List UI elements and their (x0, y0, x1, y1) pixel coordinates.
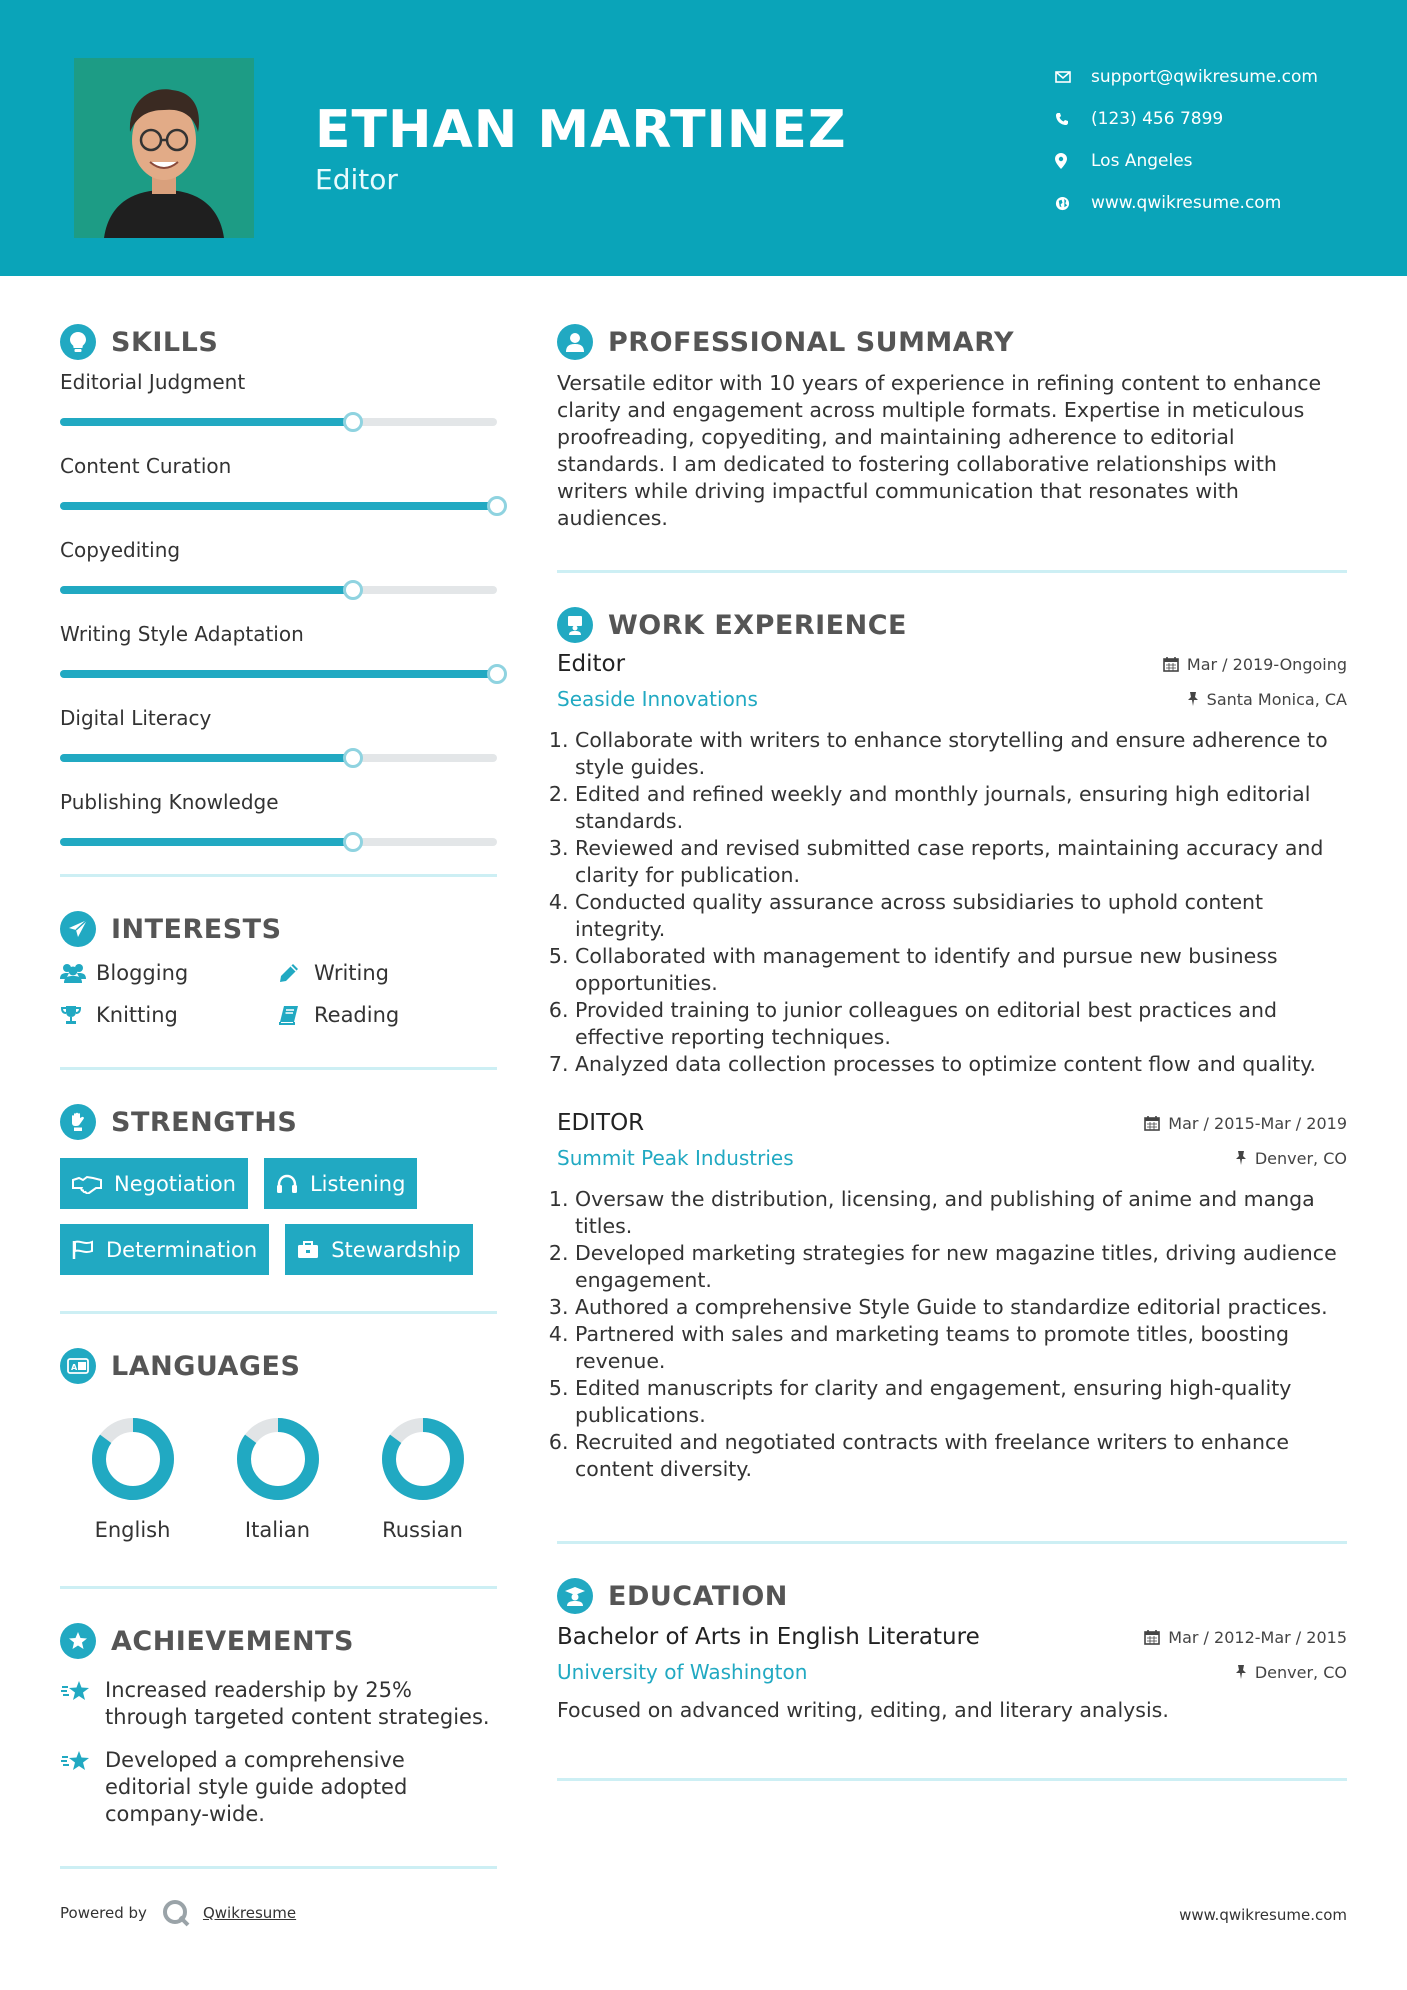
strength-label: Determination (106, 1237, 258, 1262)
skill-bar-fill (60, 586, 353, 594)
duty-item: 7. Analyzed data collection processes to optimize content flow and quality. (575, 1051, 1347, 1078)
pin-icon (1235, 1664, 1247, 1680)
job-dates (1163, 655, 1347, 674)
pencil-icon (278, 962, 314, 984)
svg-text:A: A (71, 1363, 78, 1372)
section-divider (557, 1778, 1347, 1781)
interest-item (278, 1003, 496, 1027)
skill-level-knob (487, 496, 507, 516)
education-entry (557, 1624, 1347, 1722)
contact-email[interactable] (1055, 56, 1318, 98)
interest-label: Writing (314, 961, 389, 985)
education-heading: EDUCATION (608, 1580, 788, 1612)
summary-section (557, 320, 1347, 573)
skill-bar (60, 754, 497, 762)
job-entry (557, 651, 1347, 1078)
skill-name: Editorial Judgment (60, 370, 246, 394)
skill-level-knob (343, 412, 363, 432)
education-description: Focused on advanced writing, editing, and literary analysis. (557, 1698, 1169, 1722)
strengths-tags (60, 1158, 497, 1275)
footer-website[interactable]: www.qwikresume.com (1179, 1906, 1347, 1924)
interest-item (278, 961, 496, 985)
contact-email-text: support@qwikresume.com (1091, 67, 1318, 87)
book-icon (278, 1004, 314, 1026)
calendar-icon (1163, 656, 1179, 672)
skill-bar-fill (60, 502, 497, 510)
section-divider (60, 874, 497, 877)
globe-icon (1055, 196, 1091, 211)
strength-label: Negotiation (114, 1171, 236, 1196)
skill-name: Publishing Knowledge (60, 790, 279, 814)
star-icon (60, 1677, 105, 1731)
star-icon (60, 1747, 105, 1828)
job-dates (1144, 1114, 1347, 1133)
duty-item: 2. Developed marketing strategies for new magazine titles, driving audience engagement. (575, 1240, 1347, 1294)
headphones-icon (276, 1174, 298, 1194)
job-duties (557, 727, 1347, 1078)
skill-bar (60, 838, 497, 846)
skill-level-knob (343, 748, 363, 768)
language-ring (380, 1416, 466, 1502)
experience-heading: WORK EXPERIENCE (608, 609, 907, 641)
skill-bar-fill (60, 838, 353, 846)
job-dates-text: Mar / 2015-Mar / 2019 (1168, 1113, 1347, 1133)
star-badge-icon (60, 1623, 96, 1659)
language-ring (90, 1416, 176, 1502)
education-dates (1144, 1628, 1347, 1647)
contact-list (1055, 56, 1318, 224)
experience-section (557, 603, 1347, 1544)
education-location-text: Denver, CO (1254, 1662, 1347, 1682)
duty-item: 4. Conducted quality assurance across subsidiaries to uphold content integrity. (575, 889, 1347, 943)
skill-bar-fill (60, 418, 353, 426)
flag-icon (72, 1240, 94, 1260)
skill-item (60, 622, 497, 678)
language-item (205, 1416, 350, 1542)
strength-tag (60, 1224, 269, 1275)
language-item (350, 1416, 495, 1542)
trophy-icon (60, 1004, 96, 1026)
interest-item (60, 1003, 278, 1027)
strength-tag (60, 1158, 248, 1209)
paper-plane-icon (60, 911, 96, 947)
summary-heading: PROFESSIONAL SUMMARY (608, 326, 1015, 358)
qwikresume-logo-icon (161, 1898, 191, 1928)
job-entry (557, 1110, 1347, 1483)
section-divider (60, 1311, 497, 1314)
job-title: Editor (557, 651, 626, 677)
pin-icon (1235, 1150, 1247, 1166)
skill-level-knob (343, 580, 363, 600)
hand-icon (60, 1104, 96, 1140)
skill-bar (60, 502, 497, 510)
profile-photo (74, 58, 254, 238)
contact-location-text: Los Angeles (1091, 151, 1193, 171)
duty-item: 5. Collaborated with management to identify and pursue new business opportunities. (575, 943, 1347, 997)
right-column (557, 320, 1347, 1781)
user-icon (557, 324, 593, 360)
qwikresume-link[interactable]: Qwikresume (202, 1904, 297, 1922)
achievement-text: Developed a comprehensive editorial style guide adopted company-wide. (105, 1748, 408, 1826)
duty-item: 1. Oversaw the distribution, licensing, and publishing of anime and manga titles. (575, 1186, 1347, 1240)
language-label: English (94, 1518, 171, 1542)
job-title: EDITOR (557, 1110, 645, 1136)
section-divider (557, 570, 1347, 573)
skill-item (60, 370, 497, 426)
interest-label: Knitting (96, 1003, 178, 1027)
phone-icon (1055, 112, 1091, 126)
languages-list (60, 1416, 497, 1542)
calendar-icon (1144, 1115, 1160, 1131)
education-section (557, 1574, 1347, 1781)
school-name: University of Washington (557, 1660, 808, 1684)
section-divider (60, 1067, 497, 1070)
job-duties (557, 1186, 1347, 1483)
achievement-text: Increased readership by 25% through targeted content strategies. (105, 1678, 490, 1729)
skills-section (60, 320, 497, 877)
skills-list (60, 370, 497, 846)
handshake-icon (72, 1174, 102, 1194)
left-column (60, 320, 497, 1869)
duty-item: 4. Partnered with sales and marketing teams to promote titles, boosting revenue. (575, 1321, 1347, 1375)
duty-item: 1. Collaborate with writers to enhance storytelling and ensure adherence to style guides. (575, 727, 1347, 781)
section-divider (60, 1586, 497, 1589)
strength-label: Stewardship (331, 1237, 461, 1262)
presenter-icon (557, 607, 593, 643)
duty-item: 3. Authored a comprehensive Style Guide to standardize editorial practices. (575, 1294, 1347, 1321)
resume-header (0, 0, 1407, 276)
location-icon (1055, 153, 1091, 169)
achievements-heading: ACHIEVEMENTS (111, 1625, 354, 1657)
summary-text: Versatile editor with 10 years of experience in refining content to enhance clarity and engagement across multiple formats. Expertise in meticulous proofreading, copyediting, and maintaining adherence to editorial standards. I am dedicated to fostering collaborative relationships with writers while driving impactful communication that resonates with audiences. (557, 371, 1322, 530)
duty-item: 6. Provided training to junior colleagues on editorial best practices and effective reporting techniques. (575, 997, 1347, 1051)
skill-item (60, 538, 497, 594)
strengths-heading: STRENGTHS (111, 1106, 298, 1138)
lightbulb-icon (60, 324, 96, 360)
powered-by-text: Powered by (60, 1904, 147, 1922)
contact-phone-text: (123) 456 7899 (1091, 109, 1224, 129)
graduate-icon (557, 1578, 593, 1614)
language-label: Russian (382, 1518, 463, 1542)
achievement-item (60, 1677, 497, 1731)
education-dates-text: Mar / 2012-Mar / 2015 (1168, 1627, 1347, 1647)
interests-section (60, 907, 497, 1070)
users-icon (60, 963, 96, 983)
section-divider (60, 1866, 497, 1869)
interest-label: Reading (314, 1003, 400, 1027)
language-ring (235, 1416, 321, 1502)
skill-bar-fill (60, 670, 497, 678)
job-company: Summit Peak Industries (557, 1146, 794, 1170)
achievements-section (60, 1619, 497, 1869)
skill-name: Copyediting (60, 538, 181, 562)
languages-heading: LANGUAGES (111, 1350, 301, 1382)
skill-name: Digital Literacy (60, 706, 212, 730)
candidate-role: Editor (315, 163, 398, 196)
contact-location (1055, 140, 1318, 182)
briefcase-icon (297, 1240, 319, 1260)
job-location (1235, 1149, 1347, 1168)
strength-label: Listening (309, 1171, 406, 1196)
skill-name: Content Curation (60, 454, 232, 478)
language-icon (60, 1348, 96, 1384)
duty-item: 2. Edited and refined weekly and monthly journals, ensuring high editorial standards. (575, 781, 1347, 835)
section-divider (557, 1541, 1347, 1544)
duty-item: 6. Recruited and negotiated contracts with freelance writers to enhance content diversity. (575, 1429, 1347, 1483)
job-company: Seaside Innovations (557, 687, 758, 711)
interests-list (60, 961, 497, 1027)
education-location (1235, 1663, 1347, 1682)
skill-bar (60, 418, 497, 426)
skill-bar (60, 670, 497, 678)
language-item (60, 1416, 205, 1542)
contact-phone[interactable] (1055, 98, 1318, 140)
contact-website-text: www.qwikresume.com (1091, 193, 1282, 213)
job-dates-text: Mar / 2019-Ongoing (1186, 654, 1347, 674)
skill-bar (60, 586, 497, 594)
skill-item (60, 706, 497, 762)
interest-label: Blogging (96, 961, 189, 985)
skills-heading: SKILLS (111, 326, 219, 358)
skill-level-knob (343, 832, 363, 852)
duty-item: 3. Reviewed and revised submitted case reports, maintaining accuracy and clarity for publication. (575, 835, 1347, 889)
languages-section (60, 1344, 497, 1589)
achievement-item (60, 1747, 497, 1828)
job-location-text: Santa Monica, CA (1206, 689, 1347, 709)
skill-item (60, 790, 497, 846)
interest-item (60, 961, 278, 985)
interests-heading: INTERESTS (111, 913, 282, 945)
strengths-section (60, 1100, 497, 1314)
duty-item: 5. Edited manuscripts for clarity and engagement, ensuring high-quality publications. (575, 1375, 1347, 1429)
pin-icon (1187, 691, 1199, 707)
skill-item (60, 454, 497, 510)
skill-name: Writing Style Adaptation (60, 622, 304, 646)
calendar-icon (1144, 1629, 1160, 1645)
job-location-text: Denver, CO (1254, 1148, 1347, 1168)
skill-level-knob (487, 664, 507, 684)
strength-tag (264, 1158, 417, 1209)
strength-tag (285, 1224, 473, 1275)
contact-website[interactable] (1055, 182, 1318, 224)
job-location (1187, 690, 1347, 709)
footer-powered-by (60, 1898, 296, 1928)
mail-icon (1055, 71, 1091, 83)
degree-title: Bachelor of Arts in English Literature (557, 1624, 980, 1650)
candidate-name: ETHAN MARTINEZ (315, 100, 847, 160)
language-label: Italian (244, 1518, 311, 1542)
skill-bar-fill (60, 754, 353, 762)
